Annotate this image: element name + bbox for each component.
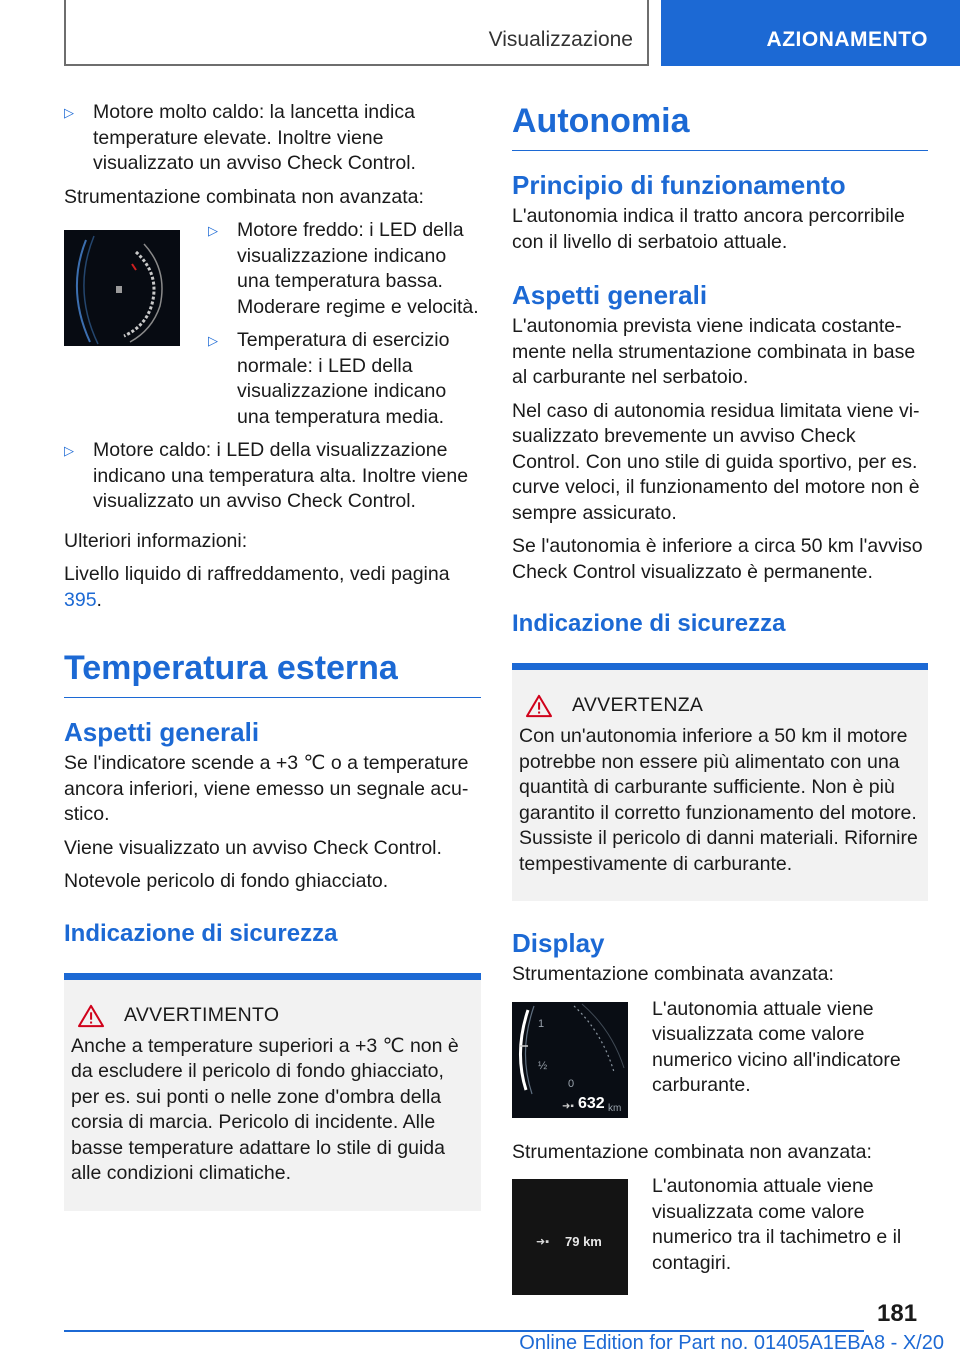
subsection-title: Indicazione di sicurezza bbox=[512, 610, 786, 637]
warning-triangle-icon bbox=[76, 1004, 106, 1028]
paragraph: Viene visualizzato un avviso Check Control. bbox=[64, 836, 442, 859]
paragraph-end: . bbox=[96, 588, 102, 611]
subsection-title: Aspetti generali bbox=[512, 280, 708, 310]
list-item bbox=[64, 438, 481, 515]
range-value: 632 bbox=[578, 1094, 605, 1112]
section-title: Autonomia bbox=[512, 100, 928, 151]
fuel-pump-icon: ➜▪ bbox=[562, 1100, 574, 1112]
list-item bbox=[208, 328, 481, 430]
left-column bbox=[64, 100, 481, 1211]
subsection-title: Principio di funzionamento bbox=[512, 170, 846, 200]
advanced-range-display-image bbox=[512, 1002, 628, 1118]
paragraph: Strumentazione combinata non avanzata: bbox=[512, 1140, 872, 1163]
footer-edition: Online Edition for Part no. 01405A1EBA8 - X/20 bbox=[519, 1332, 944, 1354]
advanced-figure-row bbox=[512, 997, 928, 1118]
cluster-figure-row bbox=[64, 218, 481, 438]
paragraph: L'autonomia prevista viene indicata costantemente nella strumentazione combinata in base al carburante nel serbatoio. bbox=[512, 315, 916, 388]
fuel-pump-icon: ➜▪ bbox=[536, 1236, 550, 1248]
right-column bbox=[512, 100, 928, 1295]
paragraph: Ulteriori informazioni: bbox=[64, 529, 248, 552]
warning-text: Con un'autonomia inferiore a 50 km il motore potrebbe non essere più alimentato con una quantità di carburante sufficiente. Non è più garantito il corretto funzionamento del motore. Sussiste il pericolo di danni materiali. Rifornire tempestivamente di carburante. bbox=[519, 725, 918, 875]
subsection-title: Aspetti generali bbox=[64, 717, 260, 747]
header-chapter-tab bbox=[661, 0, 960, 66]
warning-title: AVVERTENZA bbox=[572, 694, 704, 717]
fuel-scale-empty: 0 bbox=[568, 1077, 575, 1090]
triangle-bullet-icon: ▷ bbox=[64, 443, 74, 458]
list-item-text: Motore caldo: i LED della visualizzazione indicano una temperatura alta. Inoltre viene visualizzato un avviso Check Control. bbox=[93, 439, 469, 512]
warning-header bbox=[519, 692, 921, 720]
warning-box bbox=[512, 663, 928, 901]
range-unit: km bbox=[608, 1102, 622, 1114]
list-item-text: Motore molto caldo: la lancetta indica temperature elevate. Inoltre viene visualizzato un avviso Check Control. bbox=[93, 101, 416, 174]
paragraph: L'autonomia attuale viene visualizzata come valore numerico vicino all'indicatore carburante. bbox=[652, 997, 901, 1096]
fuel-scale-full: 1 bbox=[538, 1017, 545, 1030]
list-item bbox=[208, 218, 481, 320]
section-title: Temperatura esterna bbox=[64, 647, 481, 698]
paragraph: Nel caso di autonomia residua limitata viene visualizzato brevemente un avviso Check Control. Con uno stile di guida sportivo, per es. curve veloci, il funzionamento del motore non è sempre assicurato. bbox=[512, 399, 920, 524]
paragraph: L'autonomia attuale viene visualizzata come valore numerico tra il tachimetro e il contagiri. bbox=[652, 1175, 902, 1274]
range-value: 79 km bbox=[565, 1234, 602, 1249]
warning-text: Anche a temperature superiori a +3 ℃ non è da escludere il pericolo di fondo ghiacciato, per es. sui ponti o nelle zone d'ombra della corsia di marcia. Pericolo di incidente. Alle basse temperature adattare lo stile di guida alle condizioni climatiche. bbox=[71, 1034, 459, 1184]
paragraph: Notevole pericolo di fondo ghiacciato. bbox=[64, 870, 389, 892]
warning-header bbox=[71, 1002, 474, 1030]
triangle-bullet-icon: ▷ bbox=[208, 333, 218, 348]
warning-triangle-icon bbox=[524, 694, 554, 718]
list-item-text: Motore freddo: i LED della visualizzazione indicano una temperatura bassa. Moderare regime e velocità. bbox=[237, 219, 479, 318]
header-chapter-title: AZIONAMENTO bbox=[766, 28, 928, 51]
list-item bbox=[64, 100, 481, 177]
list-item-text: Temperatura di esercizio normale: i LED della visualizzazione indicano una temperatura media. bbox=[237, 329, 450, 428]
fuel-scale-half: ½ bbox=[538, 1059, 548, 1072]
page-number: 181 bbox=[877, 1300, 918, 1327]
warning-title: AVVERTIMENTO bbox=[124, 1003, 280, 1026]
paragraph: Strumentazione combinata avanzata: bbox=[512, 963, 834, 985]
subsection-title: Indicazione di sicurezza bbox=[64, 919, 338, 947]
header-section-tab bbox=[64, 0, 649, 66]
paragraph-text: Livello liquido di raffreddamento, vedi pagina bbox=[64, 563, 450, 585]
warning-box bbox=[64, 973, 481, 1211]
non-advanced-figure-row bbox=[512, 1175, 928, 1295]
paragraph: Strumentazione combinata non avanzata: bbox=[64, 185, 424, 208]
paragraph: Se l'indicatore scende a +3 ℃ o a temperature ancora inferiori, viene emesso un segnale acustico. bbox=[64, 752, 469, 825]
triangle-bullet-icon: ▷ bbox=[208, 223, 218, 238]
paragraph bbox=[64, 562, 481, 613]
triangle-bullet-icon: ▷ bbox=[64, 105, 74, 120]
temperature-gauge-image bbox=[64, 230, 180, 346]
header-section-title: Visualizzazione bbox=[488, 28, 633, 51]
page-link[interactable]: 395 bbox=[64, 588, 97, 611]
paragraph: Se l'autonomia è inferiore a circa 50 km l'avviso Check Control visualizzato è permanente. bbox=[512, 535, 923, 583]
paragraph: L'autonomia indica il tratto ancora percorribile con il livello di serbatoio attuale. bbox=[512, 205, 905, 253]
non-advanced-range-display-image bbox=[512, 1179, 628, 1295]
subsection-title: Display bbox=[512, 928, 605, 958]
